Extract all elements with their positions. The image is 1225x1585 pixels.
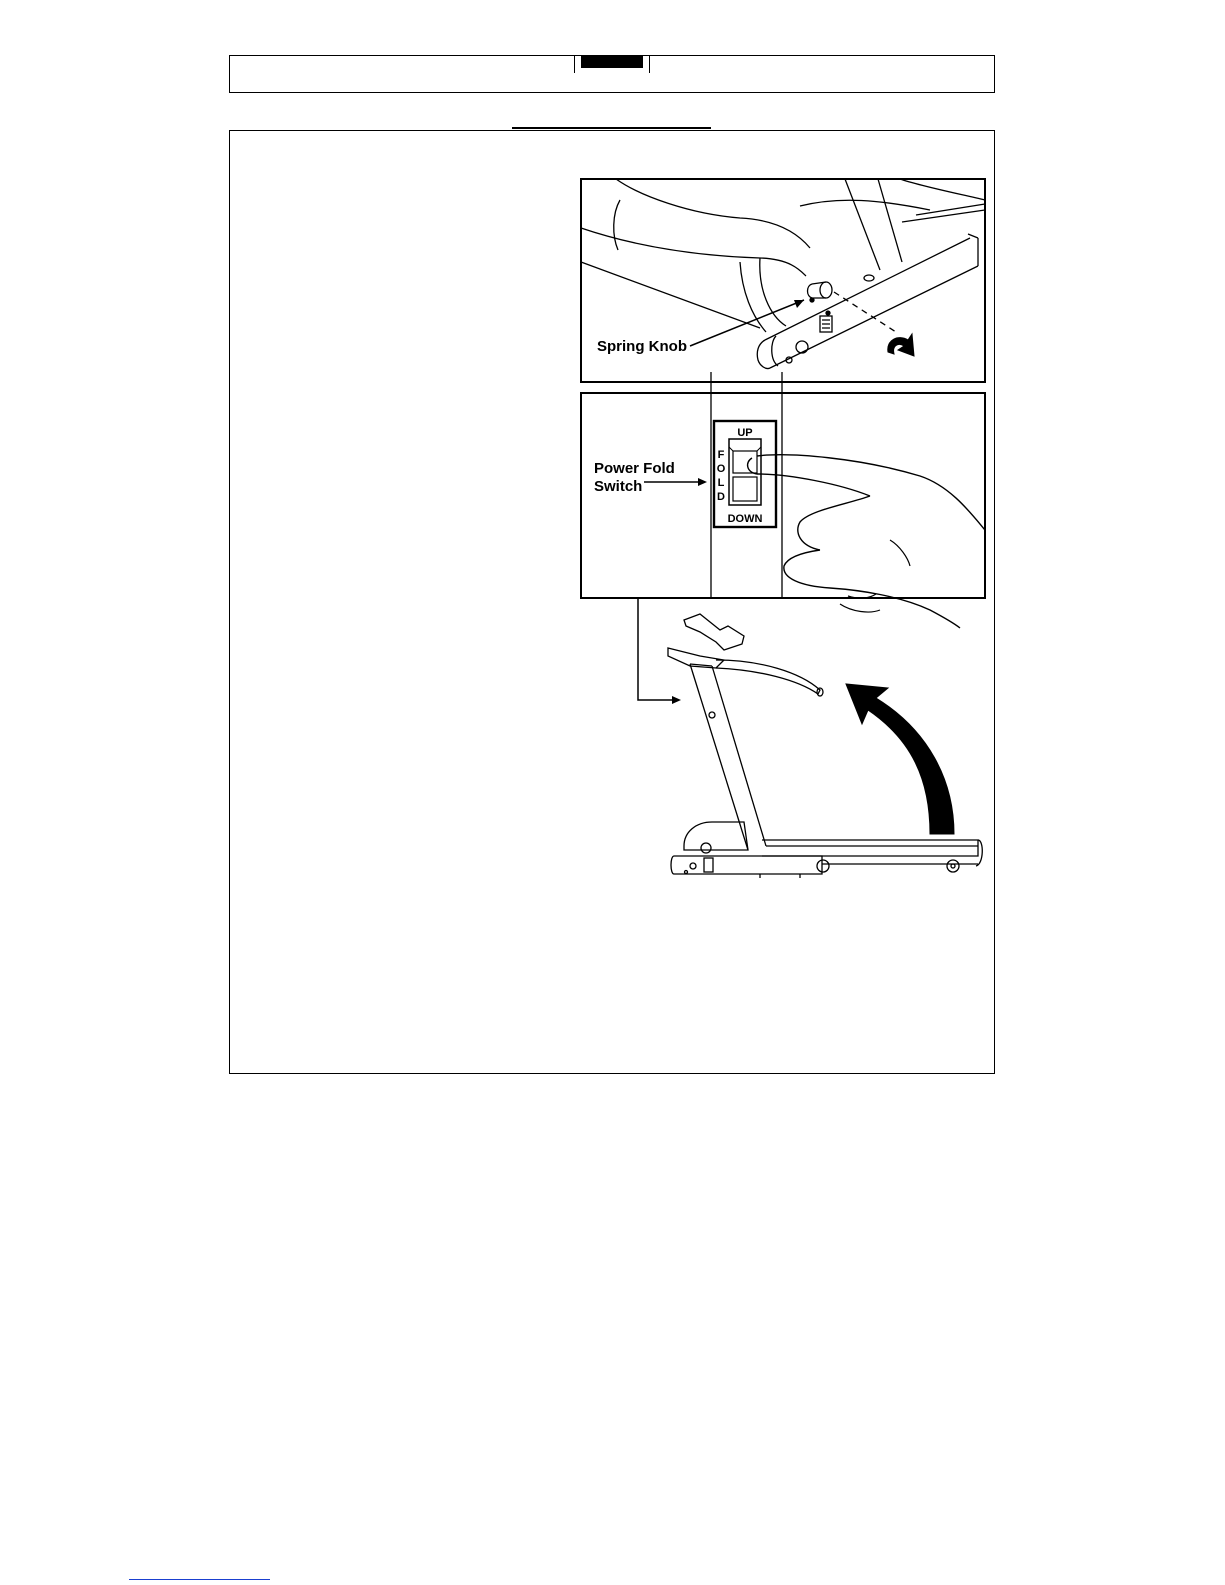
switch-up-label: UP	[737, 427, 753, 439]
switch-down-label: DOWN	[727, 513, 763, 525]
treadmill-illustration	[668, 614, 982, 878]
spring-knob-leader-arrow	[690, 300, 804, 346]
spring-knob-label: Spring Knob	[597, 338, 687, 355]
rotate-arrow-icon	[888, 334, 914, 356]
arrowhead-icon	[672, 696, 681, 704]
power-fold-switch-label	[594, 460, 675, 496]
power-fold-switch-label-line1: Power Fold	[594, 460, 675, 477]
switch-fold-letter: O	[716, 463, 726, 475]
footer-link-underline	[129, 1579, 270, 1580]
lift-up-arrow-icon	[846, 684, 954, 834]
switch-fold-letter: L	[717, 477, 725, 489]
arrowhead-icon	[794, 300, 804, 308]
power-fold-switch-label-line2: Switch	[594, 478, 643, 495]
switch-fold-letter: D	[717, 491, 725, 503]
switch-fold-letter: F	[717, 449, 725, 461]
arrowhead-icon	[698, 478, 707, 486]
power-fold-switch-detail-panel	[581, 393, 985, 628]
